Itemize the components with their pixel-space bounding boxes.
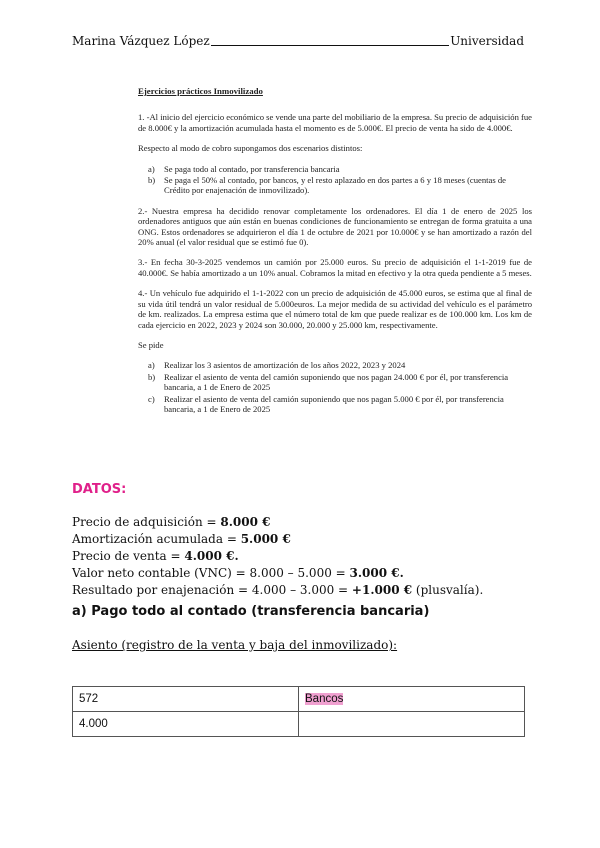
table-cell-amount: 4.000	[73, 712, 299, 737]
calc-value: 5.000 €	[240, 532, 291, 546]
exercise-1-subtext: Respecto al modo de cobro supongamos dos escenarios distintos:	[138, 143, 363, 154]
list-item-text: Se paga el 50% al contado, por bancos, y el resto aplazado en dos partes a 6 y 18 meses (cuentas de Crédito por enajenación de inmovilizado).	[164, 175, 506, 196]
table-row	[73, 712, 525, 737]
author-name: Marina Vázquez López	[72, 34, 210, 48]
calc-label: Precio de venta =	[72, 549, 185, 563]
header-underline	[211, 44, 449, 46]
calc-line-adquisicion	[72, 514, 483, 531]
list-marker: a)	[148, 163, 155, 174]
calc-label: Resultado por enajenación = 4.000 – 3.000 =	[72, 583, 352, 597]
page-header	[72, 34, 524, 48]
se-pide-list	[138, 360, 532, 414]
section-a-heading: a) Pago todo al contado (transferencia bancaria)	[72, 604, 430, 619]
list-item	[138, 372, 532, 393]
calc-line-venta	[72, 548, 483, 565]
calc-label: Valor neto contable (VNC) = 8.000 – 5.000 =	[72, 566, 350, 580]
calc-line-vnc	[72, 565, 483, 582]
list-marker: b)	[148, 175, 156, 186]
list-item	[138, 164, 532, 174]
list-marker: a)	[148, 360, 155, 371]
list-item	[138, 175, 532, 196]
list-item-text: Realizar el asiento de venta del camión suponiendo que nos pagan 5.000 € por él, por transferencia bancaria, a 1 de Enero de 2025	[164, 393, 504, 414]
list-item-text: Se paga todo al contado, por transferencia bancaria	[164, 163, 340, 174]
institution-name: Universidad	[450, 34, 524, 48]
calc-value: 8.000 €	[220, 515, 271, 529]
asiento-label: Asiento (registro de la venta y baja del inmovilizado):	[72, 638, 398, 652]
datos-calculations	[72, 514, 483, 599]
calc-line-amortizacion	[72, 531, 483, 548]
datos-heading: DATOS:	[72, 482, 127, 497]
table-cell-empty	[299, 712, 525, 737]
calc-line-resultado	[72, 582, 483, 599]
exercise-1-text: 1. -Al inicio del ejercicio económico se vende una parte del mobiliario de la empresa. Su precio de adquisición fue de 8.000€ y la amortización acumulada hasta el momento es de 5.000€. El precio de venta ha sido de 4.000€.	[138, 112, 532, 133]
list-item-text: Realizar el asiento de venta del camión suponiendo que nos pagan 24.000 € por él, por transferencia bancaria, a 1 de Enero de 2025	[164, 371, 509, 393]
calc-value: +1.000 €	[351, 583, 413, 597]
table-cell-account-name	[299, 687, 525, 712]
calc-label: Precio de adquisición =	[72, 515, 221, 529]
exercise-2-text: 2.- Nuestra empresa ha decidido renovar completamente los ordenadores. El día 1 de enero de 2025 los ordenadores antiguos que aún están en buenas condiciones de funcionamiento se entregan de forma gratuita a una ONG. Estos ordenadores se adquirieron el día 1 de octubre de 2021 por 10.000€ y se han amortizado a razón del 20% anual (el valor residual que se estimó fue 0).	[138, 205, 532, 248]
list-marker: c)	[148, 393, 155, 404]
calc-value: 3.000 €.	[349, 566, 404, 580]
list-marker: b)	[148, 371, 156, 382]
se-pide-label: Se pide	[138, 339, 164, 350]
list-item-text: Realizar los 3 asientos de amortización de los años 2022, 2023 y 2024	[164, 360, 406, 371]
exercise-3-text: 3.- En fecha 30-3-2025 vendemos un camión por 25.000 euros. Su precio de adquisición el 1-1-2019 fue de 40.000€. Se había amortizado a un 10% anual. Cobramos la mitad en efectivo y la otra queda pendiente a 5 meses.	[138, 257, 532, 278]
calc-suffix: (plusvalía).	[412, 583, 484, 597]
table-cell-account-code: 572	[73, 687, 299, 712]
exercise-4-text: 4.- Un vehículo fue adquirido el 1-1-2022 con un precio de adquisición de 45.000 euros, se estima que al final de su vida útil tendrá un valor residual de 5.000euros. La mejor medida de su actividad del vehículo es el parámetro de km. realizados. La empresa estima que el número total de km que puede realizar es de 100.000 km. Los km de cada ejercicio en 2022, 2023 y 2024 son 30.000, 20.000 y 25.000 km, respectivamente.	[138, 288, 532, 330]
exercise-1-options	[138, 164, 532, 196]
journal-entry-table	[72, 686, 525, 737]
calc-value: 4.000 €.	[184, 549, 239, 563]
calc-label: Amortización acumulada =	[72, 532, 241, 546]
exercise-statement-scan	[138, 86, 532, 424]
list-item	[138, 360, 532, 370]
list-item	[138, 394, 532, 415]
table-row	[73, 687, 525, 712]
highlighted-text: Bancos	[305, 693, 344, 705]
exercise-title: Ejercicios prácticos Inmovilizado	[138, 86, 263, 96]
